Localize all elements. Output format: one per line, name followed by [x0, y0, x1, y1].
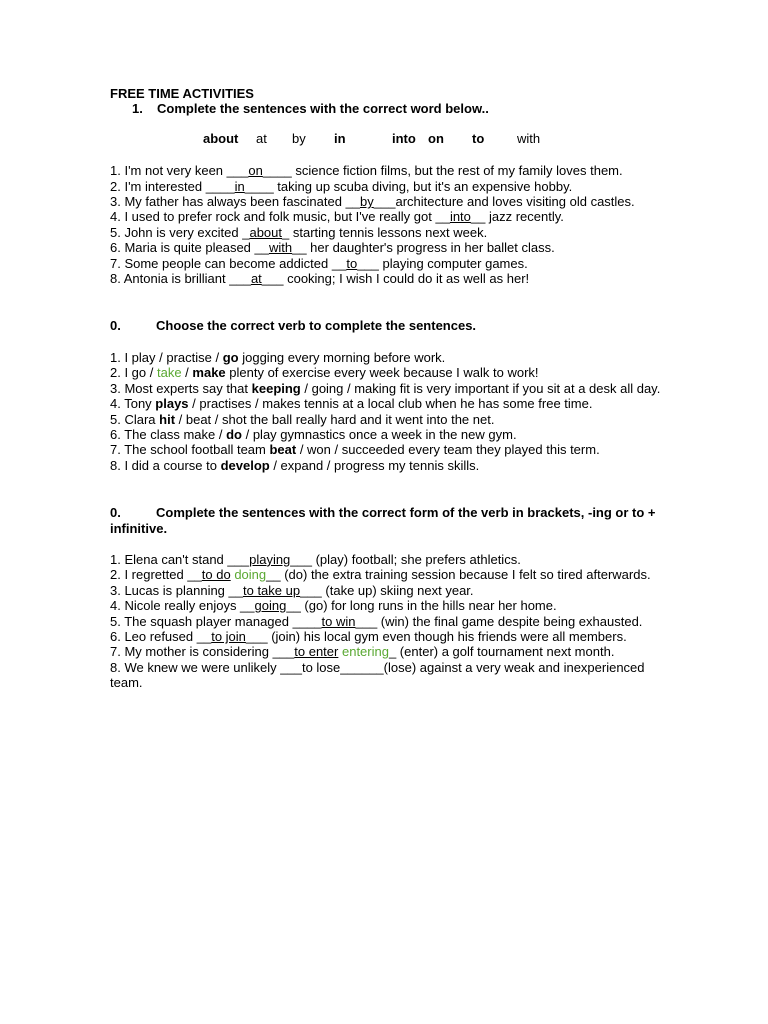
sentence-text: 6. The class make / [110, 426, 227, 442]
sentence-text: 3. My father has always been fascinated __ [110, 194, 361, 210]
sentence-item [110, 240, 670, 255]
sentence-text: __ jazz recently. [470, 209, 564, 225]
answer-text: to [346, 255, 358, 271]
answer-text: at [250, 271, 262, 287]
sentence-text: 8. I did a course to [110, 457, 221, 473]
sentence-item [110, 225, 670, 240]
sentence-item [110, 194, 670, 209]
sentence-text: ___ (play) football; she prefers athletics. [290, 551, 521, 567]
sentence-text: / [181, 365, 193, 381]
word-bank-item: about [203, 130, 239, 146]
sentence-text: __ her daughter's progress in her ballet class. [292, 240, 555, 256]
sentence-item [110, 583, 670, 598]
sentence-text: 4. Nicole really enjoys __ [110, 598, 255, 614]
sentence-text: _ (enter) a golf tournament next month. [388, 644, 615, 660]
sentence-text: ____ science fiction films, but the rest of my family loves them. [262, 163, 623, 179]
section1-heading [110, 101, 670, 116]
sentence-text: ___ cooking; I wish I could do it as well as her! [261, 271, 530, 287]
answer-text: with [268, 240, 293, 256]
sentence-text: / beat / shot the ball really hard and it went into the net. [175, 411, 495, 427]
sentence-text: 4. Tony [110, 396, 156, 412]
sentence-text: 1. Elena can't stand ___ [110, 551, 250, 567]
sentence-item [110, 209, 670, 224]
section2-items [110, 350, 670, 473]
sentence-text: 7. The school football team [110, 442, 270, 458]
sentence-text: 1. I play / practise / [110, 349, 223, 365]
answer-text: on [248, 163, 263, 179]
sentence-text: / won / succeeded every team they played this term. [296, 442, 600, 458]
sentence-item [110, 458, 670, 473]
sentence-text: 8. We knew we were unlikely ___to lose______(lose) against a very weak and inexperienced team. [110, 659, 645, 691]
word-bank-item: by [292, 130, 306, 146]
answer-text: beat [269, 442, 297, 458]
section3-instruction: Complete the sentences with the correct form of the verb in brackets, -ing or to + infinitive. [110, 505, 656, 536]
answer-text: by [360, 194, 374, 210]
answer-text: to do [201, 567, 231, 583]
worksheet-title: FREE TIME ACTIVITIES [110, 86, 254, 101]
sentence-text: __ (do) the extra training session because I felt so tired afterwards. [266, 567, 651, 583]
sentence-item [110, 396, 670, 411]
sentence-item [110, 365, 670, 380]
sentence-item [110, 567, 670, 582]
sentence-text: / expand / progress my tennis skills. [269, 457, 480, 473]
answer-text: keeping [251, 380, 301, 396]
word-bank-item: in [334, 130, 346, 146]
answer-text: do [226, 426, 242, 442]
spacer [110, 286, 670, 318]
corrected-answer: entering [341, 644, 389, 660]
sentence-text: ___ playing computer games. [357, 255, 528, 271]
sentence-text: 2. I regretted __ [110, 567, 202, 583]
sentence-text: ___architecture and loves visiting old castles. [373, 194, 635, 210]
corrected-answer: doing [234, 567, 267, 583]
sentence-text: / going / making fit is very important if you sit at a desk all day. [300, 380, 661, 396]
section3-heading [110, 505, 670, 536]
section2-heading [110, 318, 670, 333]
answer-text: plays [155, 396, 189, 412]
sentence-text: / play gymnastics once a week in the new gym. [241, 426, 517, 442]
answer-text: about [249, 224, 283, 240]
sentence-text: 2. I go / [110, 365, 157, 381]
sentence-text: 3. Lucas is planning __ [110, 582, 243, 598]
sentence-text: / practises / makes tennis at a local club when he has some free time. [188, 396, 593, 412]
sentence-text: 5. The squash player managed ____ [110, 613, 322, 629]
word-bank-item: into [392, 130, 416, 146]
answer-text: go [222, 349, 239, 365]
section2-instruction: Choose the correct verb to complete the sentences. [156, 318, 477, 334]
spacer [110, 334, 670, 350]
sentence-item [110, 442, 670, 457]
section1-number: 1. [132, 101, 143, 117]
sentence-text: 5. Clara [110, 411, 160, 427]
sentence-text: ___ (win) the final game despite being exhausted. [355, 613, 643, 629]
sentence-text: 6. Maria is quite pleased __ [110, 240, 269, 256]
answer-text: to enter [294, 644, 339, 660]
sentence-text: ___ (take up) skiing next year. [300, 582, 474, 598]
sentence-item [110, 660, 670, 691]
word-bank-item: at [256, 130, 267, 146]
section3-items [110, 552, 670, 691]
answer-text: in [234, 178, 245, 194]
spacer [110, 536, 670, 552]
sentence-text: 5. John is very excited _ [110, 224, 250, 240]
sentence-item [110, 644, 670, 659]
section1-instruction: Complete the sentences with the correct word below.. [157, 101, 489, 117]
spacer [110, 473, 670, 505]
sentence-item [110, 614, 670, 629]
answer-text: to win [321, 613, 356, 629]
sentence-text: 1. I'm not very keen ___ [110, 163, 249, 179]
answer-text: make [192, 365, 226, 381]
sentence-item [110, 381, 670, 396]
sentence-text: 4. I used to prefer rock and folk music, but I've really got __ [110, 209, 450, 225]
sentence-text: 2. I'm interested ____ [110, 178, 235, 194]
answer-text: playing [249, 551, 291, 567]
word-bank-item: with [517, 130, 541, 146]
answer-text: going [254, 598, 287, 614]
sentence-item [110, 179, 670, 194]
sentence-item [110, 256, 670, 271]
word-bank-item: on [428, 130, 444, 146]
answer-text: develop [220, 457, 270, 473]
sentence-text: _ starting tennis lessons next week. [282, 224, 488, 240]
sentence-text: 8. Antonia is brilliant ___ [110, 271, 251, 287]
sentence-text: 3. Most experts say that [110, 380, 252, 396]
corrected-answer: take [156, 365, 182, 381]
answer-text: to join [211, 628, 246, 644]
section1-items [110, 163, 670, 286]
sentence-item [110, 350, 670, 365]
sentence-text: jogging every morning before work. [238, 349, 446, 365]
word-bank-item: to [472, 130, 485, 146]
sentence-text: plenty of exercise every week because I walk to work! [225, 365, 539, 381]
sentence-text: 7. Some people can become addicted __ [110, 255, 347, 271]
answer-text: to take up [242, 582, 301, 598]
sentence-text: 6. Leo refused __ [110, 628, 212, 644]
word-bank [203, 131, 670, 146]
sentence-text: 7. My mother is considering ___ [110, 644, 295, 660]
sentence-text: ____ taking up scuba diving, but it's an expensive hobby. [244, 178, 573, 194]
sentence-item [110, 598, 670, 613]
sentence-item [110, 412, 670, 427]
answer-text: into [449, 209, 471, 225]
sentence-text: __ (go) for long runs in the hills near her home. [286, 598, 557, 614]
section2-number: 0. [110, 318, 121, 334]
answer-text: hit [159, 411, 176, 427]
sentence-item [110, 163, 670, 178]
worksheet [110, 86, 670, 691]
sentence-item [110, 427, 670, 442]
section3-number: 0. [110, 505, 121, 521]
sentence-item [110, 271, 670, 286]
sentence-text: ___ (join) his local gym even though his friends were all members. [245, 628, 627, 644]
sentence-item [110, 629, 670, 644]
sentence-item [110, 552, 670, 567]
